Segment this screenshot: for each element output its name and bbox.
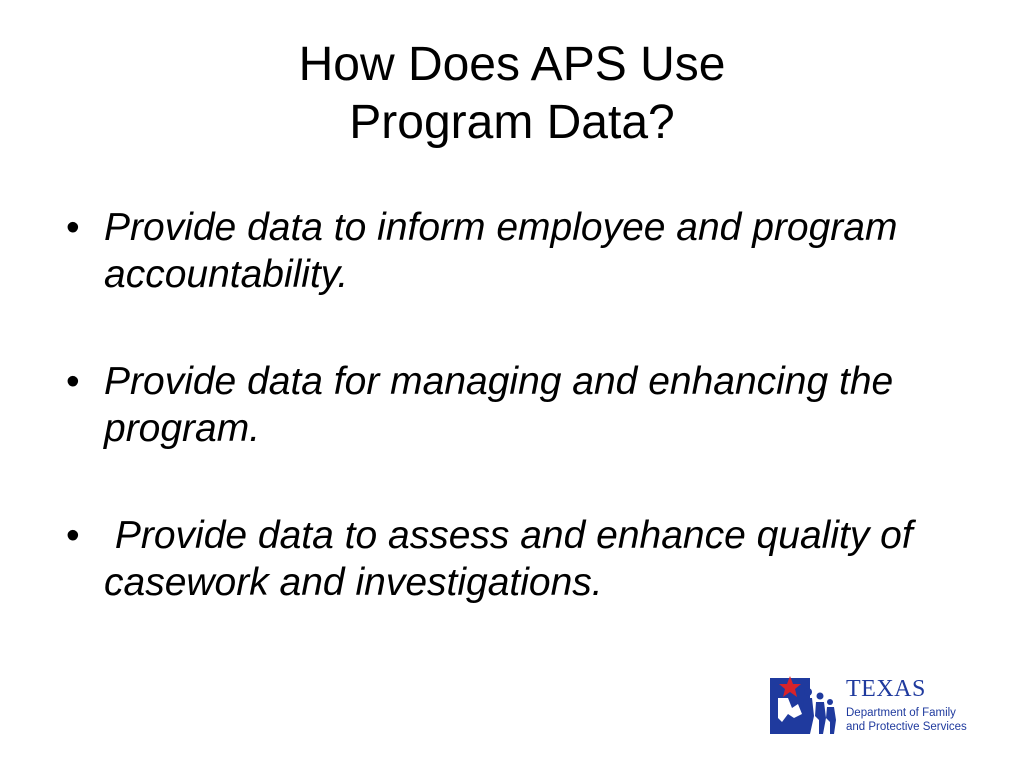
bullet-list <box>60 204 980 666</box>
bullet-icon: • <box>66 360 80 403</box>
logo-wordmark: TEXAS <box>846 676 926 702</box>
slide-title <box>0 36 1024 152</box>
bullet-text: Provide data to inform employee and program accountability. <box>104 206 898 296</box>
bullet-icon: • <box>66 206 80 249</box>
bullet-text: Provide data for managing and enhancing the program. <box>104 360 894 450</box>
logo-department-line-2: and Protective Services <box>846 721 967 733</box>
texas-dfps-logo <box>768 674 967 738</box>
texas-family-emblem-icon <box>768 674 840 736</box>
bullet-text: Provide data to assess and enhance quality of casework and investigations. <box>104 514 924 604</box>
logo-department-name <box>846 706 967 734</box>
bullet-icon: • <box>66 514 80 557</box>
logo-department-line-1: Department of Family <box>846 707 956 719</box>
bullet-item-quality <box>60 512 980 606</box>
slide-title-line-1: How Does APS Use <box>298 38 726 91</box>
slide-title-line-2: Program Data? <box>349 96 675 149</box>
bullet-item-accountability <box>60 204 980 298</box>
bullet-item-managing <box>60 358 980 452</box>
